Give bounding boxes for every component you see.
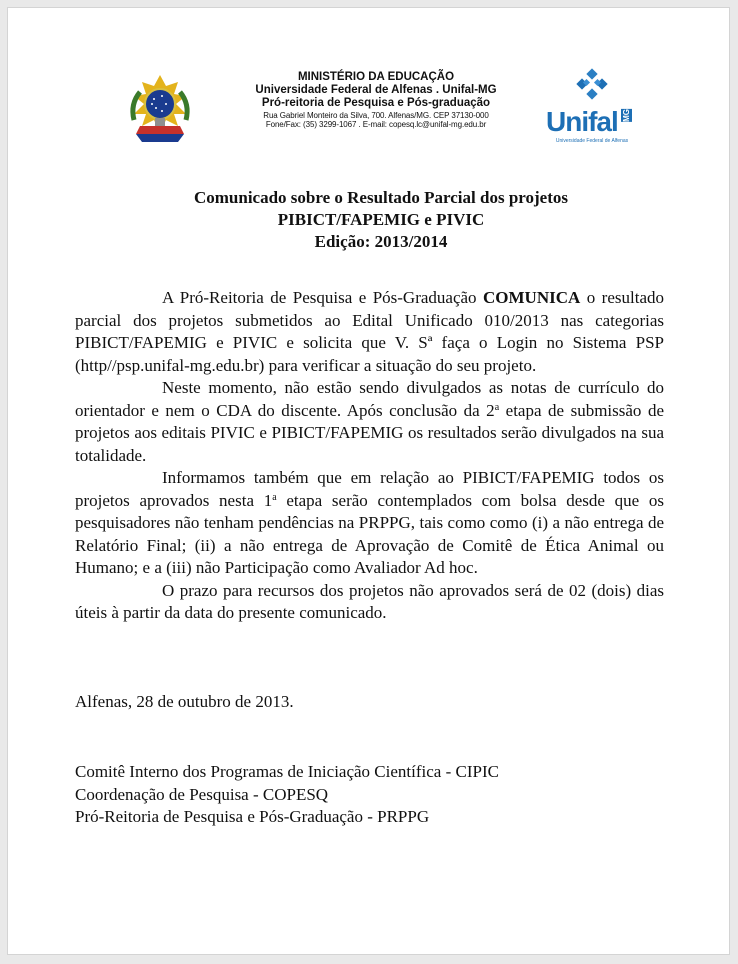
paragraph-2: [75, 377, 664, 467]
office-name: Pró-reitoria de Pesquisa e Pós-graduação: [261, 97, 491, 110]
title-line-1: Comunicado sobre o Resultado Parcial dos projetos: [193, 188, 569, 207]
university-name: Universidade Federal de Alfenas . Unifal-MG: [255, 84, 497, 97]
document-title: [98, 187, 664, 253]
logo-subtitle: Universidade Federal de Alfenas: [555, 138, 629, 144]
ordinal-superscript: a: [272, 491, 277, 503]
signature-block: [75, 761, 499, 829]
paragraph-3-part-a: Informamos também que em relação ao PIBICT/FAPEMIG todos os projetos aprovados nesta 1: [75, 468, 664, 510]
signature-line-1: Comitê Interno dos Programas de Iniciação Científica - CIPIC: [75, 762, 499, 781]
institution-header: [216, 71, 536, 129]
document-page: [7, 7, 730, 955]
paragraph-4: O prazo para recursos dos projetos não aprovados será de 02 (dois) dias úteis à partir da data do presente comunicado.: [75, 580, 664, 622]
title-line-2: PIBICT/FAPEMIG e PIVIC: [277, 210, 485, 229]
logo-wordmark: Unifal: [546, 106, 618, 137]
signature-line-2: Coordenação de Pesquisa - COPESQ: [75, 784, 329, 804]
ministry-name: MINISTÉRIO DA EDUCAÇÃO: [297, 71, 455, 83]
paragraph-1-lead: A Pró-Reitoria de Pesquisa e Pós-Graduação: [162, 288, 483, 307]
paragraph-3: [75, 467, 664, 580]
paragraph-2-part-b: etapa de submissão de projetos aos editais PIVIC e PIBICT/FAPEMIG os resultados serão divulgados na sua totalidade.: [75, 400, 664, 465]
paragraph-3-part-b: etapa serão contemplados com bolsa desde que os pesquisadores não tenham pendências na PRPPG, tais como como (i) a não entrega de Relatório Final; (ii) a não entrega de Aprovação de Comitê de Ética Animal ou Humano; e a (iii) não Participação como Avaliador Ad hoc.: [75, 490, 664, 577]
signature-line-3: Pró-Reitoria de Pesquisa e Pós-Graduação - PRPPG: [75, 807, 430, 826]
paragraph-1-emphasis: COMUNICA: [483, 288, 581, 307]
unifal-logo: [546, 68, 638, 148]
paragraph-1: [75, 287, 664, 377]
unifal-emblem-icon: [546, 68, 638, 108]
brazil-coat-of-arms-icon: [126, 74, 194, 146]
title-line-3: Edição: 2013/2014: [314, 232, 448, 251]
paragraph-2-part-a: Neste momento, não estão sendo divulgados as notas de currículo do orientador e nem o CDA do discente. Após conclusão da 2: [75, 378, 664, 420]
address-line: Rua Gabriel Monteiro da Silva, 700. Alfenas/MG. CEP 37130-000: [263, 110, 489, 120]
contact-line: Fone/Fax: (35) 3299-1067 . E-mail: copesq.lc@unifal-mg.edu.br: [265, 119, 487, 129]
ordinal-superscript: a: [494, 401, 500, 413]
paragraph-1-rest: o resultado parcial dos projetos submetidos ao Edital Unificado 010/2013 nas categorias PIBICT/FAPEMIG e PIVIC e solicita que V. Sª faça o Login no Sistema PSP (http//psp.unifal-mg.edu.br) para verificar a situação do seu projeto.: [75, 288, 664, 375]
logo-state-tag: MG: [622, 109, 631, 122]
communication-body: [75, 287, 664, 625]
dateline: Alfenas, 28 de outubro de 2013.: [75, 692, 294, 711]
